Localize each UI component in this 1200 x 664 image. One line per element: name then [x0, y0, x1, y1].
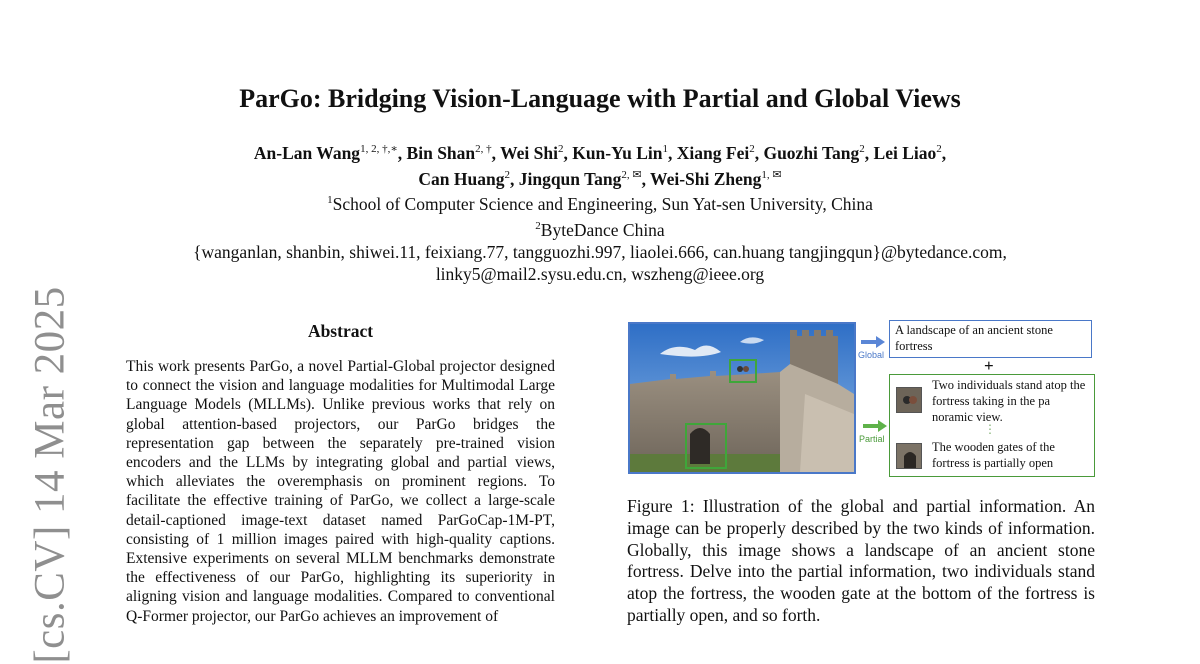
author-affiliation-mark: 2	[557, 143, 564, 155]
figure-1	[628, 318, 1096, 480]
author-affiliation-mark: 1, ✉	[761, 168, 782, 181]
abstract-text: This work presents ParGo, a novel Partial-Global projector designed to connect the vision and language modalities for Multimodal Large Language Models (MLLMs). Unlike previous works that rely on global attention-based projectors, our ParGo bridges the representation gap between the separately pre-trained vision encoders and the LLMs by integrating global and partial views, which alleviates the overemphasis on prominent regions. To facilitate the effective training of ParGo, we collect a large-scale detail-captioned image-text dataset named ParGoCap-1M-PT, consisting of 1 million images paired with high-quality captions. Extensive experiments on several MLLM benchmarks demonstrate the effectiveness of our ParGo, highlighting its superiority in aligning vision and language modalities. Compared to conventional Q-Former projector, our ParGo achieves an improvement of	[126, 358, 555, 625]
people-thumbnail	[896, 387, 922, 413]
partial-row-2	[896, 439, 1090, 475]
author-affiliation-mark: 2	[859, 143, 865, 155]
partial-label: Partial	[859, 434, 885, 444]
author-affiliation-mark: 1	[662, 143, 669, 155]
fortress-illustration	[630, 324, 854, 472]
author-affiliation-mark: 2	[749, 143, 755, 155]
author-name: Lei Liao	[873, 142, 937, 163]
fortress-photo	[628, 322, 856, 474]
figure-caption: Figure 1: Illustration of the global and partial information. An image can be properly described by the two kinds of information. Globally, this image shows a landscape of an ancient stone fortress. Delve into the partial information, two individuals stand atop the fortress, the wooden gate at the bottom of the fortress is partially open, and so forth.	[627, 496, 1095, 625]
ellipsis-dots: ⋮	[984, 422, 996, 436]
affiliation-2: $^2$ByteDance China	[535, 219, 665, 240]
author-name: Xiang Fei	[676, 142, 750, 163]
partial-row-1	[896, 377, 1090, 427]
author-name: Can Huang	[418, 168, 505, 189]
author-name: Wei Shi	[500, 142, 558, 163]
author-affiliation-mark: 1, 2, †,∗	[360, 143, 398, 155]
author-name: Guozhi Tang	[763, 142, 860, 163]
author-affiliation-mark: 2, ✉	[621, 168, 642, 181]
author-name: Jingqun Tang	[518, 168, 622, 189]
author-name: Kun-Yu Lin	[572, 142, 663, 163]
emails-line-1: {wanganlan, shanbin, shiwei.11, feixiang.77, tangguozhi.997, liaolei.666, can.huang tangjingqun}@bytedance.com,	[193, 241, 1007, 262]
emails-line-2: linky5@mail2.sysu.edu.cn, wszheng@ieee.org	[435, 263, 765, 284]
arxiv-stamp	[20, 286, 80, 664]
abstract-heading: Abstract	[307, 321, 374, 341]
gate-thumbnail	[896, 443, 922, 469]
author-affiliation-mark: 2, †	[475, 143, 492, 155]
paper-title: ParGo: Bridging Vision-Language with Partial and Global Views	[239, 84, 961, 113]
global-label: Global	[858, 350, 885, 360]
author-name: Bin Shan	[406, 142, 476, 163]
affiliation-1: $^1$School of Computer Science and Engineering, Sun Yat-sen University, China	[327, 193, 873, 214]
plus-sign: +	[984, 356, 994, 375]
author-list	[0, 138, 1200, 190]
partial-caption-1: Two individuals stand atop the fortress taking in the pa noramic view.	[932, 378, 1086, 424]
author-name: An-Lan Wang	[253, 142, 361, 163]
partial-caption-2: The wooden gates of the fortress is partially open	[932, 440, 1055, 470]
global-caption-box	[889, 320, 1092, 358]
affiliations	[0, 189, 1200, 285]
author-line-1: An-Lan Wang$^{1, 2, \dagger,∗}$, Bin Shan$^{2, \dagger}$, Wei Shi$^2$, Kun-Yu Lin$^1$, Xiang Fei$^2$, Guozhi Tang$^2$, Lei Liao$^2$,	[253, 142, 947, 163]
author-affiliation-mark: 2	[936, 143, 942, 155]
author-affiliation-mark: 2	[504, 168, 510, 181]
arxiv-stamp-text: [cs.CV] 14 Mar 2025	[26, 286, 74, 664]
global-caption-text: A landscape of an ancient stone fortress	[895, 323, 1053, 353]
author-line-2: Can Huang$^2$, Jingqun Tang$^{2, ✉}$, Wei-Shi Zheng$^{1, ✉}$	[418, 168, 782, 189]
author-name: Wei-Shi Zheng	[650, 168, 762, 189]
